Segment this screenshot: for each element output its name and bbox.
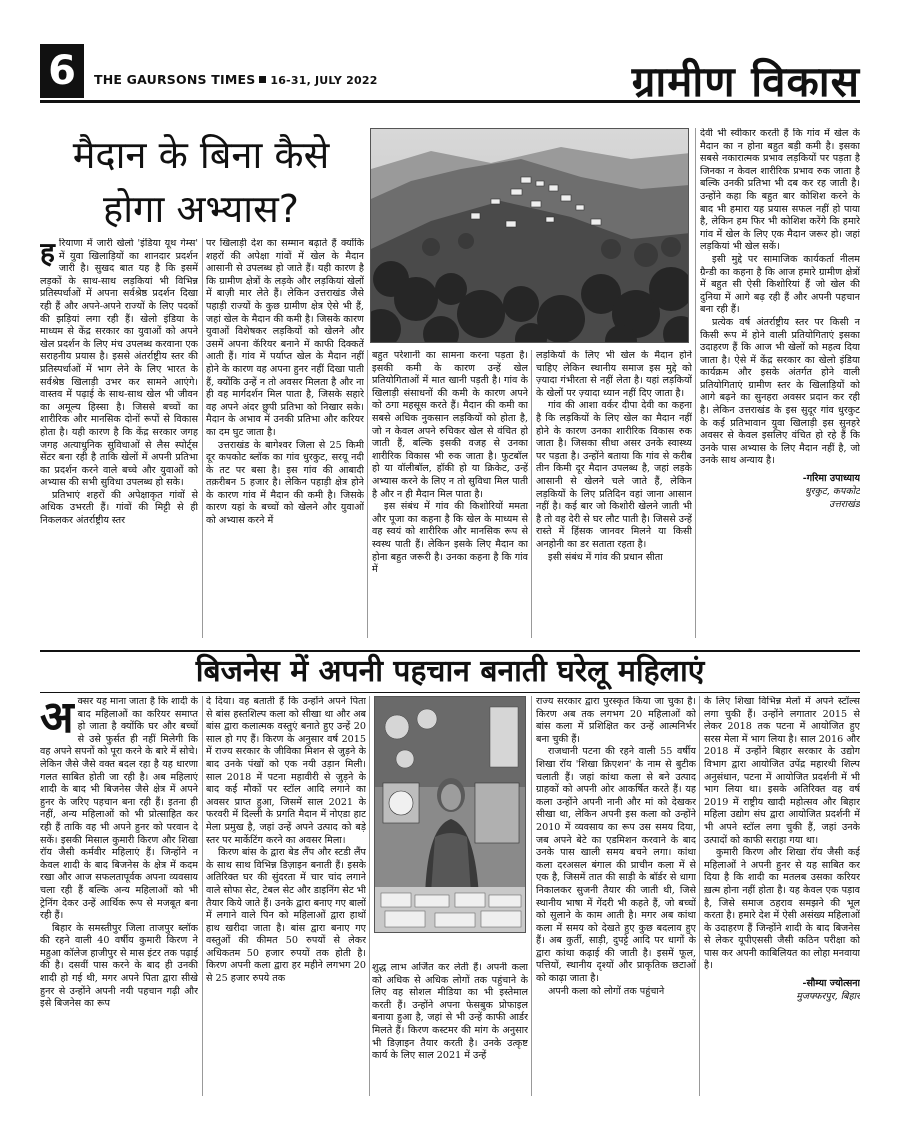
article2-paragraph: राजधानी पटना की रहने वाली 55 वर्षीय शिखा रॉय 'शिखा क्रिएशन' के नाम से बुटीक चलाती हैं। जहां कांथा कला से बने उत्पाद ग्राहकों को अपनी ओर आकर्षित करते हैं। यह कला उन्होंने अपनी नानी और मां को देखकर सीखा था, लेकिन अपनी इस कला को उन्होंने 2010 में व्यवसाय का रूप उस समय दिया, जब अपने बेटे का एडमिशन करवाने के बाद उनके पास खाली समय बचने लगा। कांथा कला दरअसल बंगाल की प्राचीन कला में से एक है, जिसमें तात की साड़ी के बॉर्डर से धागा निकालकर सुजनी तैयार की जाती थी, जिसे स्थानीय भाषा में गेंदरी भी कहते हैं, जो बच्चों को सुलाने के काम आती है। मगर अब कांथा कला में समय को देखते हुए कुछ बदलाव हुए हैं। अब कुर्ती, साड़ी, दुपट्टे आदि पर धागों के द्वारा कांथा कढ़ाई की जाती है। इसमें फूल, पत्तियों, स्थानीय दृश्यों और प्राकृतिक छटाओं को काढ़ा जाता है। <box>536 746 696 985</box>
article1-paragraph: इसी मुद्दे पर सामाजिक कार्यकर्ता नीलम ग्रैन्डी का कहना है कि आज हमारे ग्रामीण क्षेत्रों में बहुत सी ऐसी किशोरियां हैं जो खेल की दुनिया में आगे बढ़ रही हैं और अपनी पहचान बना रही हैं। <box>700 253 860 316</box>
article2-paragraph: के लिए शिखा विभिन्न मेलों में अपने स्टॉल्स लगा चुकी हैं। उन्होंने लगातार 2015 से लेकर 2018 तक पटना में आयोजित हुए सरस मेला में भाग लिया है। साल 2016 और 2018 में उन्होंने बिहार सरकार के उद्योग विभाग द्वारा आयोजित उपेंद्र महारथी शिल्प अनुसंधान, पटना में आयोजित प्रदर्शनी में भी भाग लिया था। इसके अतिरिक्त वह वर्ष 2019 में राष्ट्रीय खादी महोत्सव और बिहार महिला उद्योग संघ द्वारा आयोजित प्रदर्शनी में भी अपने स्टॉल लगा चुकी हैं, जहां उनके उत्पादों को काफी सराहा गया था। <box>704 696 860 846</box>
article2-paragraph: राज्य सरकार द्वारा पुरस्कृत किया जा चुका है। किरण अब तक लगभग 20 महिलाओं को बांस कला में प्रशिक्षित कर उन्हें आत्मनिर्भर बना चुकी हैं। <box>536 696 696 745</box>
artisan-illustration <box>375 697 526 933</box>
article1-paragraph: पर खिलाड़ी देश का सम्मान बढ़ाते हैं क्योंकि शहरों की अपेक्षा गांवों में खेल के मैदान आसानी से उपलब्ध हो जाते हैं। यही कारण है कि ग्रामीण क्षेत्रों के लड़के और लड़कियां खेलों में बाज़ी मार लेते हैं। लेकिन उत्तराखंड जैसे पहाड़ी राज्यों के कुछ ग्रामीण क्षेत्र ऐसे भी हैं, जहां खेल के मैदान की कमी है। जिसके कारण युवाओं विशेषकर लड़कियों को खेलने और उसमें अपना कॅरियर बनाने में काफी दिक्कतें आती हैं। गांव में पर्याप्त खेल के मैदान नहीं होने के कारण वह अपना हुनर नहीं दिखा पाती हैं, क्योंकि उन्हें न तो अवसर मिलता है और ना ही वह मार्गदर्शन मिल पाता है, जिसके सहारे वह अपने अंदर छुपी प्रतिभा को निखार सके। मैदान के अभाव में उनकी प्रतिभा और करियर का दम घुट जाता है। <box>206 238 364 438</box>
article1-author: -गरिमा उपाध्याय <box>802 473 860 485</box>
article2-column-4 <box>536 696 696 1096</box>
page-number: 6 <box>40 44 84 98</box>
column-divider <box>367 350 368 638</box>
article2-byline <box>704 977 860 1003</box>
article1-column-2 <box>206 238 364 638</box>
article1-column-4 <box>536 350 692 640</box>
article2-paragraph: क्सर यह माना जाता है कि शादी के बाद महिलाओं का करियर समाप्त हो जाता है क्योंकि घर और बच्चों से उसे फुर्सत ही नहीं मिलेगी कि वह अपने सपनों को पूरा करने के बारे में सोचे। लेकिन जैसे जैसे वक्त बदल रहा है यह धारणा गलत साबित होती जा रही है। अब महिलाएं शादी के बाद भी बिजनेस जैसे क्षेत्र में अपने हुनर के जरिए पहचान बना रही हैं। इतना ही नहीं, अन्य महिलाओं को भी प्रोत्साहित कर रही हैं ताकि वह भी अपने हुनर को परवान दे सकें। इसकी मिसाल कुमारी किरण और शिखा रॉय जैसी कर्मवीर महिलाएं हैं। जिन्होंने न केवल शादी के बाद बिजनेस के क्षेत्र में कदम रखा और आज सफलतापूर्वक अपना व्यवसाय चला रही हैं बल्कि अन्य महिलाओं को भी ट्रेनिंग देकर उन्हें आर्थिक रूप से मजबूत बना रही हैं। <box>40 696 198 922</box>
article2-dropcap: अ <box>40 696 74 743</box>
article1-paragraph: इसी संबंध में गांव की प्रधान सीता <box>548 551 663 563</box>
article1-paragraph: इस संबंध में गांव की किशोरियों ममता और पूजा का कहना है कि खेल के माध्यम से वह स्वयं को शारीरिक और मानसिक रूप से स्वस्थ पाती हैं। लेकिन इसके लिए मैदान का होना बहुत जरूरी है। उनका कहना है कि गांव में <box>372 501 528 576</box>
article1-paragraph: उत्तराखंड के बागेश्वर जिला से 25 किमी दूर कपकोट ब्लॉक का गांव धुरकुट, सरयू नदी के तट पर बसा है। इस गांव की आबादी तक़रीबन 5 हजार है। लेकिन पहाड़ी क्षेत्र होने के कारण गांव में मैदान की कमी है। जिसके कारण यहां के बच्चों को खेलने और युवाओं को अभ्यास करने में <box>206 439 364 527</box>
article1-dropcap: ह <box>40 238 55 269</box>
masthead <box>94 72 378 87</box>
article1-paragraph: प्रत्येक वर्ष अंतर्राष्ट्रीय स्तर पर किसी न किसी रूप में होने वाली प्रतियोगिताएं इसका उदाहरण हैं कि आज भी खेलों को महत्व दिया जाता है। ऐसे में केंद्र सरकार का खेलो इंडिया कार्यक्रम और इसके अंतर्गत होने वाली प्रतियोगिताएं ग्रामीण स्तर के खिलाड़ियों को आगे बढ़ने का सुनहरा अवसर प्रदान कर रही है। लेकिन उत्तराखंड के इस सुदूर गांव धुरकुट के कई प्रतिभावान युवा खिलाड़ी इस सुनहरे अवसर से केवल इसलिए वंचित हो रहे हैं कि उनके पास अभ्यास के लिए मैदान नहीं है, जो उनके साथ अन्याय है। <box>700 316 860 467</box>
masthead-title: THE GAURSONS TIMES <box>94 72 256 87</box>
headline-underline <box>40 692 860 693</box>
article2-paragraph: अपनी कला को लोगों तक पहुंचाने <box>548 985 665 997</box>
village-hillside-illustration <box>371 129 689 343</box>
article2-paragraph: कुमारी किरण और शिखा रॉय जैसी कई महिलाओं ने अपनी हुनर से यह साबित कर दिया है कि शादी का मतलब उसका करियर ख़त्म होना नहीं होता है। यह केवल एक पड़ाव है, जिसे समाज ठहराव समझने की भूल करता है। हमारे देश में ऐसी असंख्य महिलाओं के उदाहरण हैं जिन्होंने शादी के बाद बिजनेस से लेकर यूपीएससी जैसी कठिन परीक्षा को पास कर अपनी काबिलियत का लोहा मनवाया है। <box>704 847 860 972</box>
article1-headline-line2: होगा अभ्यास? <box>103 187 299 231</box>
article2-headline: बिजनेस में अपनी पहचान बनाती घरेलू महिलाएं <box>195 654 705 689</box>
article2-paragraph: दे दिया। वह बताती हैं कि उन्होंने अपने पिता से बांस हस्तशिल्प कला को सीखा था और अब बांस द्वारा कलात्मक वस्तुएं बनाते हुए उन्हें 20 साल हो गए हैं। किरण के अनुसार वर्ष 2015 में राज्य सरकार के जीविका मिशन से जुड़ने के बाद उनके पंखों को एक नयी उड़ान मिली। साल 2018 में पटना महावीरी से जुड़ने के बाद कई मौकों पर स्टॉल आदि लगाने का अवसर प्राप्त हुआ, जिसमें साल 2021 के फरवरी में दिल्ली के प्रगति मैदान में नोएडा हाट मेला प्रमुख है, जहां उन्हें अपने उत्पाद को बड़े स्तर पर मार्केटिंग करने का अवसर मिला। <box>206 696 366 846</box>
article2-column-3 <box>372 962 528 1098</box>
article2-paragraph: किरण बांस के द्वारा बेड लैंप और स्टडी लैंप के साथ साथ विभिन्न डिज़ाइन बनाती हैं। इसके अतिरिक्त घर की सुंदरता में चार चांद लगाने वाले सोफा सेट, टेबल सेट और डाइनिंग सेट भी तैयार किये जाते हैं। उनके द्वारा बनाए गए बालों में लगाने वाले पिन को महिलाओं द्वारा हाथों हाथ खरीदा जाता है। बांस द्वारा बनाए गए वस्तुओं की कीमत 50 रुपयों से लेकर अधिकतम 50 हजार रुपयों तक होती है। किरण अपनी कला द्वारा हर महीने लगभग 20 से 25 हजार रुपये तक <box>206 847 366 985</box>
article2-paragraph: बिहार के समस्तीपुर जिला ताजपुर ब्लॉक की रहने वाली 40 वर्षीय कुमारी किरण ने महुआ कॉलेज हाजीपुर से मास इंटर तक पढ़ाई की है। दसवीं पास करने के बाद ही उनकी शादी हो गई थी, मगर अपने पिता द्वारा सीखे हुनर से उन्होंने अपनी नयी पहचान गढ़ी और इसे बिजनेस का रूप <box>40 922 198 1010</box>
article1-paragraph: रियाणा में जारी खेलो 'इंडिया यूथ गेम्स' में युवा खिलाड़ियों का शानदार प्रदर्शन जारी है। सुखद बात यह है कि इसमें लड़कों के साथ-साथ लड़कियां भी विभिन्न प्रतिस्पर्धाओं में अपना सर्वश्रेष्ठ प्रदर्शन दिखा रही हैं और अपने-अपने राज्यों के लिए पदकों की झड़ियां लगा रही हैं। खेलो इंडिया के माध्यम से केंद्र सरकार का युवाओं को अपने खेल प्रदर्शन के लिए मंच उपलब्ध करवाना एक सराहनीय प्रयास है। इससे अंतर्राष्ट्रीय स्तर की प्रतिस्पर्धाओं में भाग लेने के लिए भारत के सर्वश्रेष्ठ खिलाड़ी उभर कर सामने आएंगे। वास्तव में पढ़ाई के साथ-साथ खेल भी जीवन का अमूल्य हिस्सा है। जिससे बच्चों का शारीरिक और मानसिक दोनों रूपों से विकास होता है। यही कारण है कि केंद्र सरकार जगह जगह अत्याधुनिक सुविधाओं से लैस स्पोर्ट्स सेंटर बना रही है ताकि खेलों में अपनी प्रतिभा का प्रदर्शन करने वाले बच्चे और युवाओं को अभ्यास की सभी सुविधा उपलब्ध हो सके। <box>40 238 198 489</box>
article1-paragraph: गांव की आशा वर्कर दीपा देवी का कहना है कि लड़कियों के लिए खेल का मैदान नहीं होने के कारण उनका शारीरिक विकास रुक जाता है। जिसका सीधा असर उनके स्वास्थ्य पर पड़ता है। उन्होंने बताया कि गांव से करीब तीन किमी दूर मैदान उपलब्ध है, जहां लड़के आसानी से खेलने चले जाते हैं, लेकिन लड़कियों के लिए प्रतिदिन वहां जाना आसान नहीं है। कई बार जो किशोरी खेलने जाती भी है तो वह देरी से घर लौट पाती है। जिससे उन्हें रास्ते में हिंसक जानवर मिलने या किसी अनहोनी का डर सताता रहता है। <box>536 400 692 550</box>
header-rule <box>40 100 860 103</box>
separator-square-icon <box>259 76 266 83</box>
column-divider <box>202 238 203 638</box>
section-divider <box>40 650 860 652</box>
section-title: ग्रामीण विकास <box>631 57 860 106</box>
article2-place: मुजफ्फरपुर, बिहार <box>796 991 860 1003</box>
article1-paragraph: देवी भी स्वीकार करती हैं कि गांव में खेल के मैदान का न होना बहुत बड़ी कमी है। इसका सबसे नकारात्मक प्रभाव लड़कियों पर पड़ता है जिनका न केवल शारीरिक प्रभाव रुक जाता है बल्कि उनकी प्रतिभा भी दब कर रह जाती है। उन्होंने कहा कि बहुत बार कोशिश करने के बाद भी हमारा यह प्रयास सफल नहीं हो पाया है, लेकिन हम फिर भी कोशिश करेंगे कि हमारे गांव में खेल के लिए एक मैदान जरूर हो। जहां लड़कियां भी खेल सकें। <box>700 128 860 253</box>
article1-column-5 <box>700 128 860 648</box>
column-divider <box>369 696 370 1096</box>
article1-paragraph: बहुत परेशानी का सामना करना पड़ता है। इसकी कमी के कारण उन्हें खेल प्रतियोगिताओं में मात खानी पड़ती है। गांव के खिलाड़ी संसाधनों की कमी के कारण अपने को ठगा महसूस करते हैं। मैदान की कमी का सबसे अधिक नुकसान लड़कियों को होता है, जो न केवल अपने रुचिकर खेल से वंचित हो जाती हैं, बल्कि इसकी वजह से उनका शारीरिक विकास भी रुक जाता है। फुटबॉल हो या वॉलीबॉल, हॉकी हो या क्रिकेट, उन्हें अभ्यास करने के लिए न तो सुविधा मिल पाती है और न ही मैदान मिल पाता है। <box>372 350 528 500</box>
artisan-woman-photo <box>374 696 526 933</box>
article1-column-3 <box>372 350 528 640</box>
article2-author: -सौम्या ज्योत्सना <box>802 978 860 990</box>
article1-place-2: उत्तराखंड <box>829 499 860 511</box>
article1-place-1: धुरकुट, कपकोट <box>804 486 860 498</box>
article1-column-1 <box>40 238 198 638</box>
issue-date: 16-31, JULY 2022 <box>270 74 378 87</box>
article2-column-1 <box>40 696 198 1096</box>
column-divider <box>699 696 700 1096</box>
column-divider <box>695 128 696 638</box>
article1-paragraph: प्रतिभाएं शहरों की अपेक्षाकृत गांवों से अधिक उभरती हैं। गांवों की मिट्टी से ही निकलकर अंतर्राष्ट्रीय स्तर <box>40 489 198 527</box>
article1-headline-line1: मैदान के बिना कैसे <box>72 133 330 177</box>
article2-column-2 <box>206 696 366 1096</box>
article2-column-5 <box>704 696 860 1106</box>
column-divider <box>531 350 532 638</box>
article1-headline <box>40 128 362 236</box>
column-divider <box>202 696 203 1096</box>
article1-byline <box>700 472 860 511</box>
article1-paragraph: लड़कियों के लिए भी खेल के मैदान होने चाहिए लेकिन स्थानीय समाज इस मुद्दे को ज़्यादा गंभीरता से नहीं लेता है। यहां लड़कियों के खेलों पर ज़्यादा ध्यान नहीं दिए जाता है। <box>536 350 692 399</box>
column-divider <box>531 696 532 1096</box>
village-hillside-photo <box>370 128 689 343</box>
article2-paragraph: शुद्ध लाभ अर्जित कर लेती हैं। अपनी कला को अधिक से अधिक लोगों तक पहुंचाने के लिए वह सोशल मीडिया का भी इस्तेमाल करती हैं। उन्होंने अपना फेसबुक प्रोफाइल बनाया हुआ है, जहां से भी उन्हें काफी आर्डर मिलते हैं। किरण कस्टमर की मांग के अनुसार भी डिज़ाइन तैयार करती है। उनके उत्कृष्ट कार्य के लिए साल 2021 में उन्हें <box>372 962 528 1062</box>
